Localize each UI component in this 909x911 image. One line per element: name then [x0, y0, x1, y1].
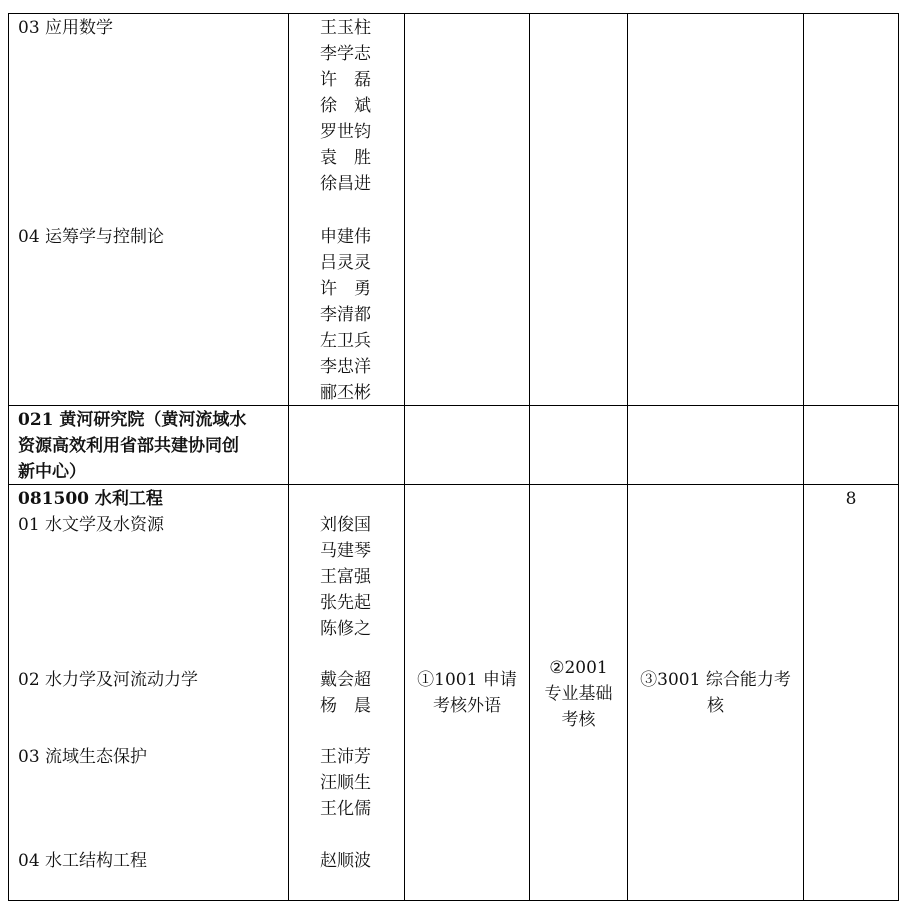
column-divider [803, 13, 804, 901]
advisor-name: 罗世钧 [320, 122, 371, 142]
advisor-name: 赵顺波 [320, 851, 371, 871]
advisor-name: 杨 晨 [320, 696, 371, 716]
table-border-left [8, 13, 9, 901]
advisor-name: 刘俊国 [320, 515, 371, 535]
row-divider [8, 405, 899, 406]
column-divider [404, 13, 405, 901]
advisor-name: 王富强 [320, 567, 371, 587]
advisor-name: 王沛芳 [320, 747, 371, 767]
direction-label: 02 水力学及河流动力学 [18, 670, 199, 690]
advisor-name: 李学志 [320, 44, 371, 64]
advisor-name: 袁 胜 [320, 148, 371, 168]
quota-value: 8 [845, 489, 857, 509]
institute-heading-line: 资源高效利用省部共建协同创 [18, 436, 239, 456]
exam-subject-2: 考核 [561, 710, 596, 730]
table-border-right [898, 13, 899, 901]
exam-subject-3: 核 [707, 696, 724, 716]
advisor-name: 李清都 [320, 305, 371, 325]
row-divider [8, 484, 899, 485]
advisor-name: 李忠洋 [320, 357, 371, 377]
advisor-name: 左卫兵 [320, 331, 371, 351]
advisor-name: 戴会超 [320, 670, 371, 690]
column-divider [529, 13, 530, 901]
advisor-name: 汪顺生 [320, 773, 371, 793]
major-heading: 081500 水利工程 [18, 489, 163, 509]
direction-label: 04 运筹学与控制论 [18, 227, 165, 247]
column-divider [288, 13, 289, 901]
exam-subject-1: ①1001 申请 [417, 670, 517, 690]
advisor-name: 马建琴 [320, 541, 371, 561]
advisor-name: 吕灵灵 [320, 253, 371, 273]
advisor-name: 张先起 [320, 593, 371, 613]
direction-label: 03 流域生态保护 [18, 747, 148, 767]
advisor-name: 陈修之 [320, 619, 371, 639]
direction-label: 01 水文学及水资源 [18, 515, 165, 535]
direction-label: 04 水工结构工程 [18, 851, 148, 871]
table-border-bottom [8, 900, 899, 901]
advisor-name: 王玉柱 [320, 18, 371, 38]
table-border-top [8, 13, 899, 14]
advisor-name: 徐昌进 [320, 174, 371, 194]
direction-label: 03 应用数学 [18, 18, 114, 38]
column-divider [627, 13, 628, 901]
institute-heading-line: 新中心） [18, 462, 86, 482]
exam-subject-2: 专业基础 [544, 684, 613, 704]
exam-subject-2: ②2001 [549, 658, 608, 678]
exam-subject-3: ③3001 综合能力考 [640, 670, 791, 690]
advisor-name: 郦丕彬 [320, 383, 371, 403]
institute-heading-line: 021 黄河研究院（黄河流域水 [18, 410, 247, 430]
advisor-name: 王化儒 [320, 799, 371, 819]
advisor-name: 申建伟 [320, 227, 371, 247]
advisor-name: 许 勇 [320, 279, 371, 299]
advisor-name: 许 磊 [320, 70, 371, 90]
exam-subject-1: 考核外语 [433, 696, 501, 716]
advisor-name: 徐 斌 [320, 96, 371, 116]
